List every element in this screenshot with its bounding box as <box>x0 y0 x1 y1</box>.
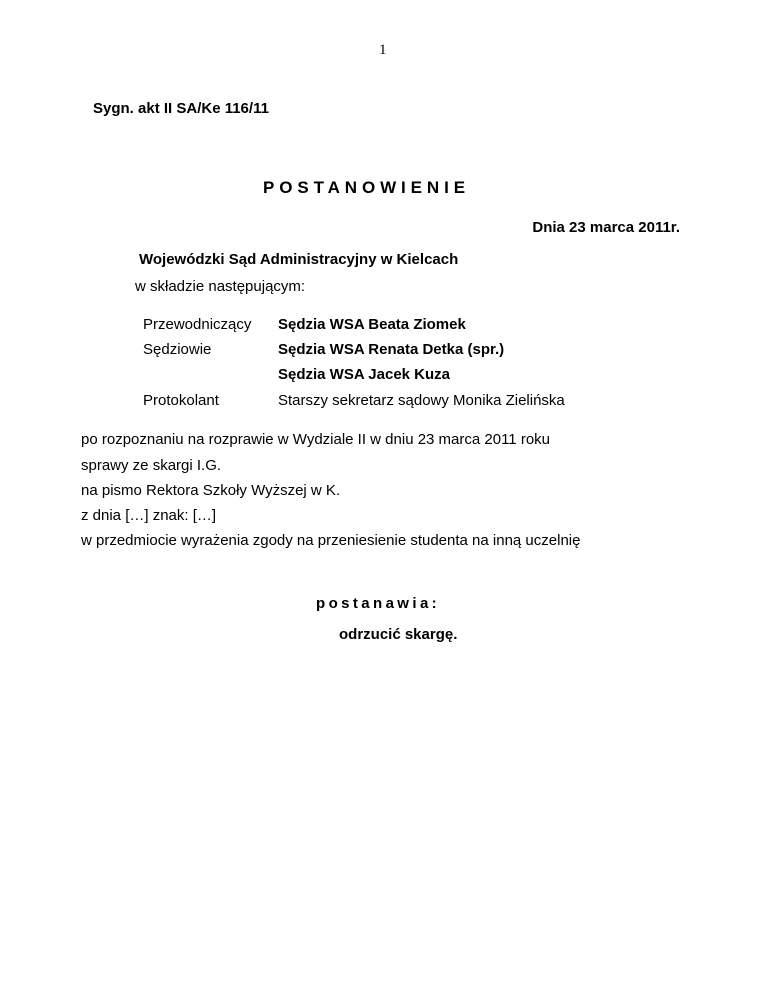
body-line: sprawy ze skargi I.G. <box>81 457 222 474</box>
decision-text: odrzucić skargę. <box>339 626 458 643</box>
court-name: Wojewódzki Sąd Administracyjny w Kielcach <box>139 251 459 268</box>
composition-intro: w składzie następującym: <box>135 278 306 295</box>
document-title: POSTANOWIENIE <box>263 178 470 197</box>
composition-person-judge-1: Sędzia WSA Renata Detka (spr.) <box>278 341 505 358</box>
decision-heading: postanawia: <box>316 595 441 612</box>
composition-person-clerk: Starszy sekretarz sądowy Monika Zielińska <box>278 392 565 409</box>
page-number: 1 <box>379 42 387 58</box>
document-date: Dnia 23 marca 2011r. <box>532 219 680 236</box>
case-reference: Sygn. akt II SA/Ke 116/11 <box>93 100 269 117</box>
body-line: po rozpoznaniu na rozprawie w Wydziale II w dniu 23 marca 2011 roku <box>81 431 550 448</box>
composition-role-presiding: Przewodniczący <box>143 316 252 333</box>
composition-person-judge-2: Sędzia WSA Jacek Kuza <box>278 366 451 383</box>
body-line: z dnia […] znak: […] <box>81 507 217 524</box>
composition-role-clerk: Protokolant <box>143 392 219 409</box>
body-line: w przedmiocie wyrażenia zgody na przeniesienie studenta na inną uczelnię <box>81 532 581 549</box>
composition-role-judges: Sędziowie <box>143 341 212 358</box>
composition-person-presiding: Sędzia WSA Beata Ziomek <box>278 316 466 333</box>
body-line: na pismo Rektora Szkoły Wyższej w K. <box>81 482 341 499</box>
